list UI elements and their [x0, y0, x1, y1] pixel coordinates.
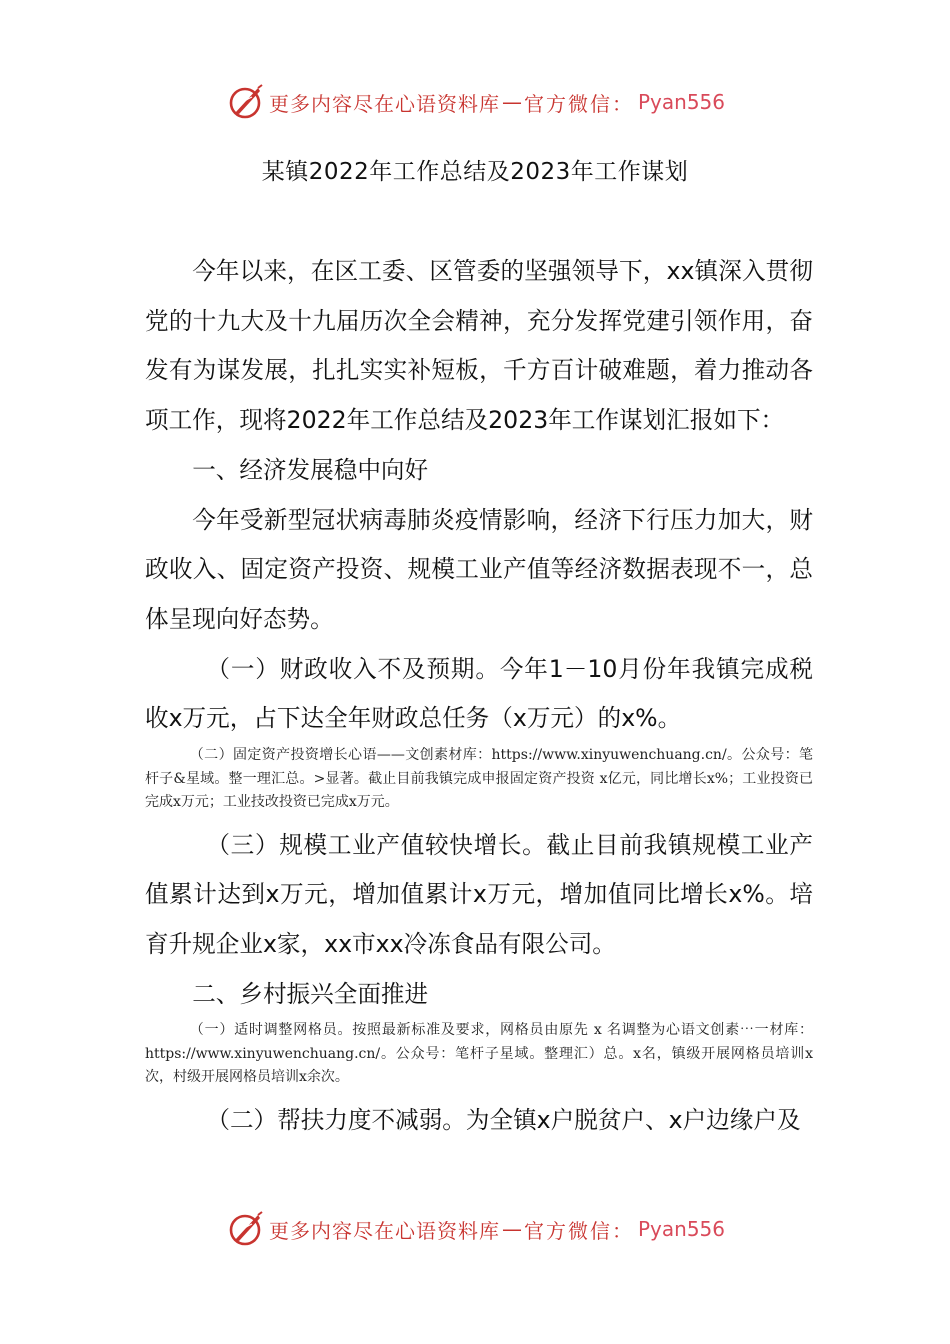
watermark-banner-bottom [0, 1207, 950, 1251]
quill-pen-logo-icon [225, 82, 265, 122]
watermark-banner-top [0, 80, 950, 124]
watermark-wechat-id: Pyan556 [637, 90, 725, 114]
watermark-wechat-label: 官方微信： [523, 91, 634, 116]
rural-item-grid: （一）适时调整网格员。按照最新标准及要求，网格员由原先 x 名调整为心语文创素⋯一材库：https://www.xinyuwenchuang.cn/。公众号：笔杆子星域。整理汇）总。x名，镇级开展网格员培训x次，村级开展网格员培训x余次。 [145, 1022, 813, 1086]
intro-paragraph: 今年以来，在区工委、区管委的坚强领导下，xx镇深入贯彻党的十九大及十九届历次全会精神，充分发挥党建引领作用，奋发有为谋发展，扎扎实实补短板，千方百计破难题，着力推动各项工作，现将2022年工作总结及2023年工作谋划汇报如下： [145, 257, 813, 435]
watermark-text: 更多内容尽在心语资料库 [268, 91, 500, 116]
economy-item-fiscal: （一）财政收入不及预期。今年1－10月份年我镇完成税收x万元，占下达全年财政总任务（x万元）的x%。 [145, 654, 813, 733]
section-heading-rural: 二、乡村振兴全面推进 [192, 979, 429, 1008]
economy-item-industry: （三）规模工业产值较快增长。截止目前我镇规模工业产值累计达到x万元，增加值累计x万元，增加值同比增长x%。培育升规企业x家，xx市xx冷冻食品有限公司。 [145, 830, 813, 958]
document-title: 某镇2022年工作总结及2023年工作谋划 [261, 159, 689, 185]
watermark-separator: — [501, 90, 522, 114]
document-body [145, 247, 813, 1146]
section-economy-paragraph: 今年受新型冠状病毒肺炎疫情影响，经济下行压力加大，财政收入、固定资产投资、规模工业产值等经济数据表现不一，总体呈现向好态势。 [145, 505, 813, 633]
quill-pen-logo-icon [225, 1209, 265, 1249]
watermark-wechat-id: Pyan556 [637, 1217, 725, 1241]
watermark-text: 更多内容尽在心语资料库 [268, 1218, 500, 1243]
economy-item-investment: （二）固定资产投资增长心语——文创素材库：https://www.xinyuwenchuang.cn/。公众号：笔杆子&星域。整一理汇总。>显著。截止目前我镇完成申报固定资产投资 x亿元，同比增长x%；工业投资已完成x万元；工业技改投资已完成x万元。 [145, 747, 813, 811]
watermark-wechat-label: 官方微信： [523, 1218, 634, 1243]
watermark-separator: — [501, 1217, 522, 1241]
section-heading-economy: 一、经济发展稳中向好 [192, 455, 429, 484]
rural-item-support: （二）帮扶力度不减弱。为全镇x户脱贫户、x户边缘户及 [206, 1105, 801, 1134]
